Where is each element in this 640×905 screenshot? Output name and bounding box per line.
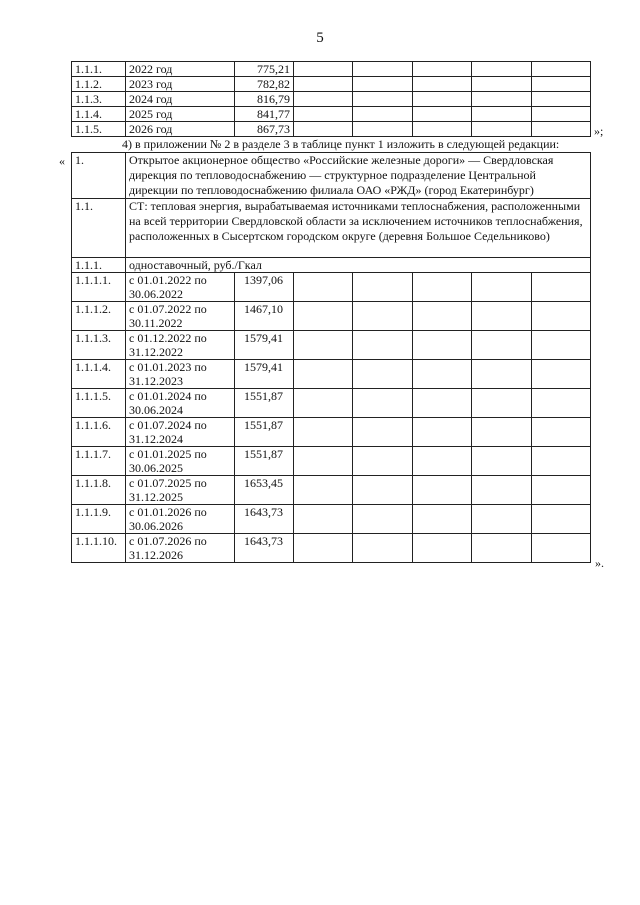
tariff-type-row (72, 258, 591, 273)
empty-cell (472, 505, 532, 534)
empty-cell (294, 389, 353, 418)
empty-cell (294, 77, 353, 92)
empty-cell (472, 389, 532, 418)
empty-cell (532, 77, 591, 92)
tariff-type: одноставочный, руб./Гкал (126, 258, 591, 273)
empty-cell (353, 476, 413, 505)
table-row (72, 273, 591, 302)
row-value: 1397,06 (235, 273, 294, 302)
row-number: 1.1.1.3. (72, 331, 126, 360)
row-number: 1.1.1.4. (72, 360, 126, 389)
period-end: 31.12.2025 (129, 490, 183, 504)
period-end: 30.06.2024 (129, 403, 183, 417)
row-number: 1.1.1.1. (72, 273, 126, 302)
empty-cell (353, 62, 413, 77)
row-number: 1.1.1.9. (72, 505, 126, 534)
empty-cell (294, 418, 353, 447)
empty-cell (532, 534, 591, 563)
tariff-table-main (71, 152, 591, 563)
empty-cell (353, 302, 413, 331)
row-value: 1551,87 (235, 418, 294, 447)
row-number: 1.1.4. (72, 107, 126, 122)
empty-cell (294, 476, 353, 505)
org-name: Открытое акционерное общество «Российские железные дороги» — Свердловская дирекция по тепловодоснабжению — структурное подразделение Центральной дирекции по тепловодоснабжению филиала ОАО «РЖД» (город Екатеринбург) (126, 153, 591, 199)
empty-cell (413, 77, 472, 92)
row-value: 1579,41 (235, 360, 294, 389)
table-row (72, 77, 591, 92)
period-end: 31.12.2022 (129, 345, 183, 359)
table2-opening-quote: « (59, 154, 65, 168)
empty-cell (353, 92, 413, 107)
table-row (72, 331, 591, 360)
empty-cell (294, 447, 353, 476)
row-number: 1.1.3. (72, 92, 126, 107)
org-num: 1. (72, 153, 126, 199)
table-row (72, 92, 591, 107)
row-number: 1.1.1.10. (72, 534, 126, 563)
row-number: 1.1.1.5. (72, 389, 126, 418)
row-value: 1551,87 (235, 447, 294, 476)
table-row (72, 505, 591, 534)
empty-cell (472, 418, 532, 447)
row-number: 1.1.1.8. (72, 476, 126, 505)
row-period (126, 273, 235, 302)
row-number: 1.1.1.2. (72, 302, 126, 331)
service-row (72, 199, 591, 258)
empty-cell (532, 331, 591, 360)
row-value: 775,21 (235, 62, 294, 77)
empty-cell (532, 107, 591, 122)
empty-cell (532, 92, 591, 107)
table-row (72, 534, 591, 563)
empty-cell (413, 62, 472, 77)
period-start: с 01.07.2024 по (129, 418, 207, 432)
empty-cell (472, 273, 532, 302)
empty-cell (532, 389, 591, 418)
table-row (72, 476, 591, 505)
row-period (126, 389, 235, 418)
period-end: 31.12.2026 (129, 548, 183, 562)
empty-cell (472, 107, 532, 122)
table1-closing-quote: »; (594, 124, 604, 138)
row-number: 1.1.5. (72, 122, 126, 137)
row-period (126, 360, 235, 389)
period-end: 31.12.2024 (129, 432, 183, 446)
empty-cell (353, 389, 413, 418)
empty-cell (532, 447, 591, 476)
period-start: с 01.01.2025 по (129, 447, 207, 461)
empty-cell (532, 62, 591, 77)
row-value: 782,82 (235, 77, 294, 92)
empty-cell (532, 505, 591, 534)
row-period (126, 476, 235, 505)
row-value: 1579,41 (235, 331, 294, 360)
empty-cell (353, 418, 413, 447)
row-period (126, 418, 235, 447)
empty-cell (413, 447, 472, 476)
table-row (72, 62, 591, 77)
empty-cell (294, 273, 353, 302)
period-start: с 01.07.2025 по (129, 476, 207, 490)
empty-cell (472, 476, 532, 505)
row-value: 1643,73 (235, 534, 294, 563)
row-year: 2023 год (126, 77, 235, 92)
row-number: 1.1.2. (72, 77, 126, 92)
empty-cell (353, 447, 413, 476)
empty-cell (413, 122, 472, 137)
empty-cell (353, 107, 413, 122)
period-end: 31.12.2023 (129, 374, 183, 388)
table-row (72, 447, 591, 476)
empty-cell (472, 62, 532, 77)
row-period (126, 505, 235, 534)
service-num: 1.1. (72, 199, 126, 258)
period-start: с 01.12.2022 по (129, 331, 207, 345)
amendment-paragraph: 4) в приложении № 2 в разделе 3 в таблице пункт 1 изложить в следующей редакции: (122, 137, 560, 151)
row-number: 1.1.1.7. (72, 447, 126, 476)
empty-cell (353, 505, 413, 534)
table-row (72, 360, 591, 389)
period-end: 30.11.2022 (129, 316, 183, 330)
empty-cell (472, 302, 532, 331)
row-number: 1.1.1.6. (72, 418, 126, 447)
empty-cell (472, 534, 532, 563)
row-value: 1467,10 (235, 302, 294, 331)
empty-cell (413, 418, 472, 447)
empty-cell (413, 389, 472, 418)
empty-cell (472, 77, 532, 92)
empty-cell (353, 122, 413, 137)
row-year: 2025 год (126, 107, 235, 122)
empty-cell (532, 122, 591, 137)
row-period (126, 534, 235, 563)
empty-cell (532, 476, 591, 505)
empty-cell (472, 331, 532, 360)
table-row (72, 122, 591, 137)
period-start: с 01.07.2026 по (129, 534, 207, 548)
row-period (126, 302, 235, 331)
row-year: 2024 год (126, 92, 235, 107)
row-value: 867,73 (235, 122, 294, 137)
period-start: с 01.01.2024 по (129, 389, 207, 403)
empty-cell (353, 534, 413, 563)
tariff-num: 1.1.1. (72, 258, 126, 273)
empty-cell (413, 505, 472, 534)
empty-cell (294, 62, 353, 77)
row-value: 1551,87 (235, 389, 294, 418)
empty-cell (294, 107, 353, 122)
period-start: с 01.07.2022 по (129, 302, 207, 316)
service-description: СТ: тепловая энергия, вырабатываемая источниками теплоснабжения, расположенными на всей территории Свердловской области за исключением источников теплоснабжения, расположенных в Сысертском городском округе (деревня Большое Седельниково) (126, 199, 591, 258)
table-row (72, 107, 591, 122)
empty-cell (294, 534, 353, 563)
empty-cell (413, 92, 472, 107)
empty-cell (413, 302, 472, 331)
org-row (72, 153, 591, 199)
row-year: 2026 год (126, 122, 235, 137)
row-year: 2022 год (126, 62, 235, 77)
empty-cell (294, 122, 353, 137)
table-row (72, 418, 591, 447)
empty-cell (472, 360, 532, 389)
empty-cell (353, 331, 413, 360)
empty-cell (413, 107, 472, 122)
tariff-table-top (71, 61, 591, 137)
empty-cell (532, 360, 591, 389)
row-value: 1643,73 (235, 505, 294, 534)
empty-cell (294, 302, 353, 331)
empty-cell (413, 476, 472, 505)
empty-cell (294, 360, 353, 389)
empty-cell (413, 534, 472, 563)
row-value: 841,77 (235, 107, 294, 122)
empty-cell (532, 273, 591, 302)
empty-cell (294, 92, 353, 107)
table-row (72, 302, 591, 331)
empty-cell (294, 505, 353, 534)
empty-cell (413, 273, 472, 302)
table-row (72, 389, 591, 418)
empty-cell (413, 331, 472, 360)
empty-cell (413, 360, 472, 389)
empty-cell (353, 273, 413, 302)
period-start: с 01.01.2026 по (129, 505, 207, 519)
period-start: с 01.01.2023 по (129, 360, 207, 374)
empty-cell (472, 122, 532, 137)
row-period (126, 447, 235, 476)
empty-cell (472, 447, 532, 476)
period-end: 30.06.2026 (129, 519, 183, 533)
period-start: с 01.01.2022 по (129, 273, 207, 287)
period-end: 30.06.2025 (129, 461, 183, 475)
row-value: 816,79 (235, 92, 294, 107)
page-number: 5 (316, 30, 324, 46)
row-value: 1653,45 (235, 476, 294, 505)
empty-cell (472, 92, 532, 107)
row-number: 1.1.1. (72, 62, 126, 77)
table2-closing-quote: ». (595, 556, 604, 570)
empty-cell (532, 302, 591, 331)
row-period (126, 331, 235, 360)
empty-cell (353, 360, 413, 389)
empty-cell (294, 331, 353, 360)
period-end: 30.06.2022 (129, 287, 183, 301)
empty-cell (353, 77, 413, 92)
empty-cell (532, 418, 591, 447)
